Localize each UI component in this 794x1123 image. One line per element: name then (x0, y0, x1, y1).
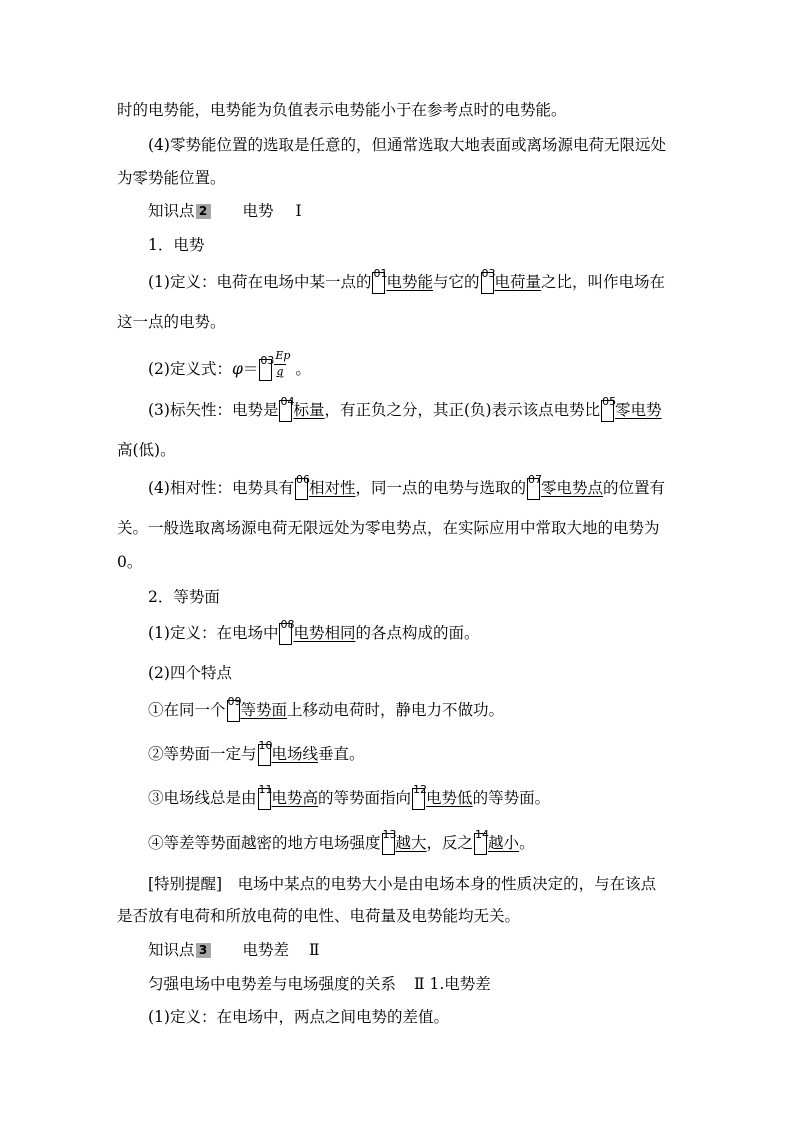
knowledge-point-heading (148, 940, 320, 960)
text: ，有正负之分，其正(负)表示该点电势比 (324, 401, 601, 419)
text: 匀强电场中电势差与电场强度的关系 (148, 975, 397, 993)
answer-text: 电荷量 (494, 273, 542, 291)
text: (3)标矢性：电势是 (148, 401, 279, 419)
tip-paragraph (117, 906, 520, 926)
kp-number-badge: 2 (196, 204, 211, 219)
text: 为零势能位置。 (117, 169, 226, 187)
text: 之比，叫作电场在 (541, 273, 666, 291)
fraction-denominator: q (276, 365, 284, 378)
text: ③电场线总是由 (148, 789, 257, 807)
blank-number: 04 (280, 395, 295, 408)
answer-text: 电势高 (271, 789, 319, 807)
paragraph-line (117, 518, 660, 538)
paragraph-line (148, 663, 232, 683)
kp-number-badge: 3 (196, 943, 211, 958)
tip-paragraph (148, 874, 656, 894)
text: 时的电势能，电势能为负值表示电势能小于在参考点时的电势能。 (117, 101, 567, 119)
text: 关。一般选取离场源电荷无限远处为零电势点，在实际应用中常取大地的电势为 (117, 519, 660, 537)
text: 是否放有电荷和所放电荷的电性、电荷量及电势能均无关。 (117, 907, 521, 925)
answer-text: 零电势点 (541, 479, 604, 497)
kp-title: 电势差 (242, 941, 290, 959)
blank-number: 06 (295, 473, 310, 486)
text: Ⅱ 1.电势差 (414, 975, 491, 993)
kp-level: Ⅱ (309, 941, 320, 959)
answer-text: 电势能 (386, 273, 433, 291)
section-title (148, 587, 220, 607)
text: 上移动电荷时，静电力不做功。 (287, 701, 505, 719)
paragraph-line (117, 312, 226, 332)
kp-label: 知识点 (148, 941, 195, 959)
paragraph-line (117, 440, 176, 460)
text: 1．电势 (148, 236, 205, 254)
blank-box (412, 783, 428, 810)
text: (1)定义：在电场中 (148, 624, 279, 642)
list-item (148, 695, 505, 722)
paragraph-line (148, 395, 662, 422)
text: 垂直。 (318, 745, 365, 763)
list-item (148, 828, 535, 855)
blank-box (279, 618, 295, 645)
blank-number: 13 (382, 828, 397, 841)
text: ，反之 (426, 834, 474, 852)
text: (4)相对性：电势具有 (148, 479, 294, 497)
paragraph-line (148, 1007, 449, 1027)
blank-box (527, 473, 542, 500)
answer-text: 等势面 (240, 701, 288, 719)
blank-box (258, 739, 273, 766)
paragraph-line (148, 135, 666, 155)
text: 的各点构成的面。 (355, 624, 480, 642)
answer-text: 电势相同 (293, 624, 356, 642)
blank-box (258, 783, 273, 810)
list-item (148, 783, 551, 810)
kp-level: Ⅰ (295, 202, 302, 220)
blank-box (259, 354, 275, 381)
answer-text: 电势低 (426, 789, 473, 807)
answer-text: 标量 (293, 401, 325, 419)
paragraph-line (148, 473, 666, 500)
text: 的等势面指向 (318, 789, 412, 807)
phi-symbol: φ (231, 360, 243, 378)
text: 0。 (117, 553, 143, 571)
blank-number: 03 (481, 267, 496, 280)
text: [特别提醒] 电场中某点的电势大小是由电场本身的性质决定的，与在该点 (148, 875, 657, 893)
equals-sign: ＝ (242, 360, 259, 378)
blank-number: 03 (260, 354, 275, 367)
paragraph-line (117, 168, 226, 188)
text: ④等差等势面越密的地方电场强度 (148, 834, 381, 852)
answer-text: 零电势 (615, 401, 662, 419)
list-item (148, 739, 365, 766)
text: 高(低)。 (117, 441, 176, 459)
blank-box (372, 267, 388, 294)
kp-label: 知识点 (148, 202, 195, 220)
blank-number: 14 (475, 828, 490, 841)
blank-number: 05 (602, 395, 617, 408)
blank-number: 08 (280, 618, 295, 631)
text: 这一点的电势。 (117, 313, 226, 331)
text: (1)定义：在电场中，两点之间电势的差值。 (148, 1008, 449, 1026)
blank-number: 09 (227, 695, 242, 708)
answer-text: 越小 (488, 834, 520, 852)
text: ，同一点的电势与选取的 (355, 479, 526, 497)
answer-text: 相对性 (308, 479, 356, 497)
paragraph-line (148, 974, 491, 994)
blank-box (227, 695, 242, 722)
text: 。 (295, 360, 311, 378)
blank-number: 07 (528, 473, 542, 486)
paragraph-line (148, 267, 666, 294)
text: 的位置有 (603, 479, 666, 497)
blank-number: 12 (413, 783, 428, 796)
answer-text: 越大 (395, 834, 427, 852)
fraction-numerator: Ep (275, 349, 291, 362)
text: 。 (519, 834, 535, 852)
blank-number: 10 (258, 739, 273, 752)
answer-text: 电场线 (271, 745, 319, 763)
blank-box (481, 267, 496, 294)
text: (2)四个特点 (148, 664, 232, 682)
paragraph-line (148, 618, 480, 645)
blank-box (295, 473, 310, 500)
blank-box (279, 395, 295, 422)
text: 的等势面。 (472, 789, 551, 807)
paragraph-line (117, 100, 567, 120)
paragraph-line (117, 552, 142, 572)
text: (4)零势能位置的选取是任意的，但通常选取大地表面或离场源电荷无限远处 (148, 136, 666, 154)
kp-title: 电势 (242, 202, 274, 220)
blank-number: 11 (258, 783, 273, 796)
text: ①在同一个 (148, 701, 226, 719)
blank-number: 01 (373, 267, 388, 280)
text: (2)定义式： (148, 360, 232, 378)
formula-line (148, 349, 311, 382)
blank-box (601, 395, 617, 422)
blank-box (382, 828, 397, 855)
text: ②等势面一定与 (148, 745, 257, 763)
blank-box (474, 828, 490, 855)
text: 2．等势面 (148, 588, 220, 606)
text: 与它的 (432, 273, 480, 291)
fraction (273, 349, 295, 382)
knowledge-point-heading (148, 201, 302, 221)
section-title (148, 235, 204, 255)
text: (1)定义：电荷在电场中某一点的 (148, 273, 372, 291)
